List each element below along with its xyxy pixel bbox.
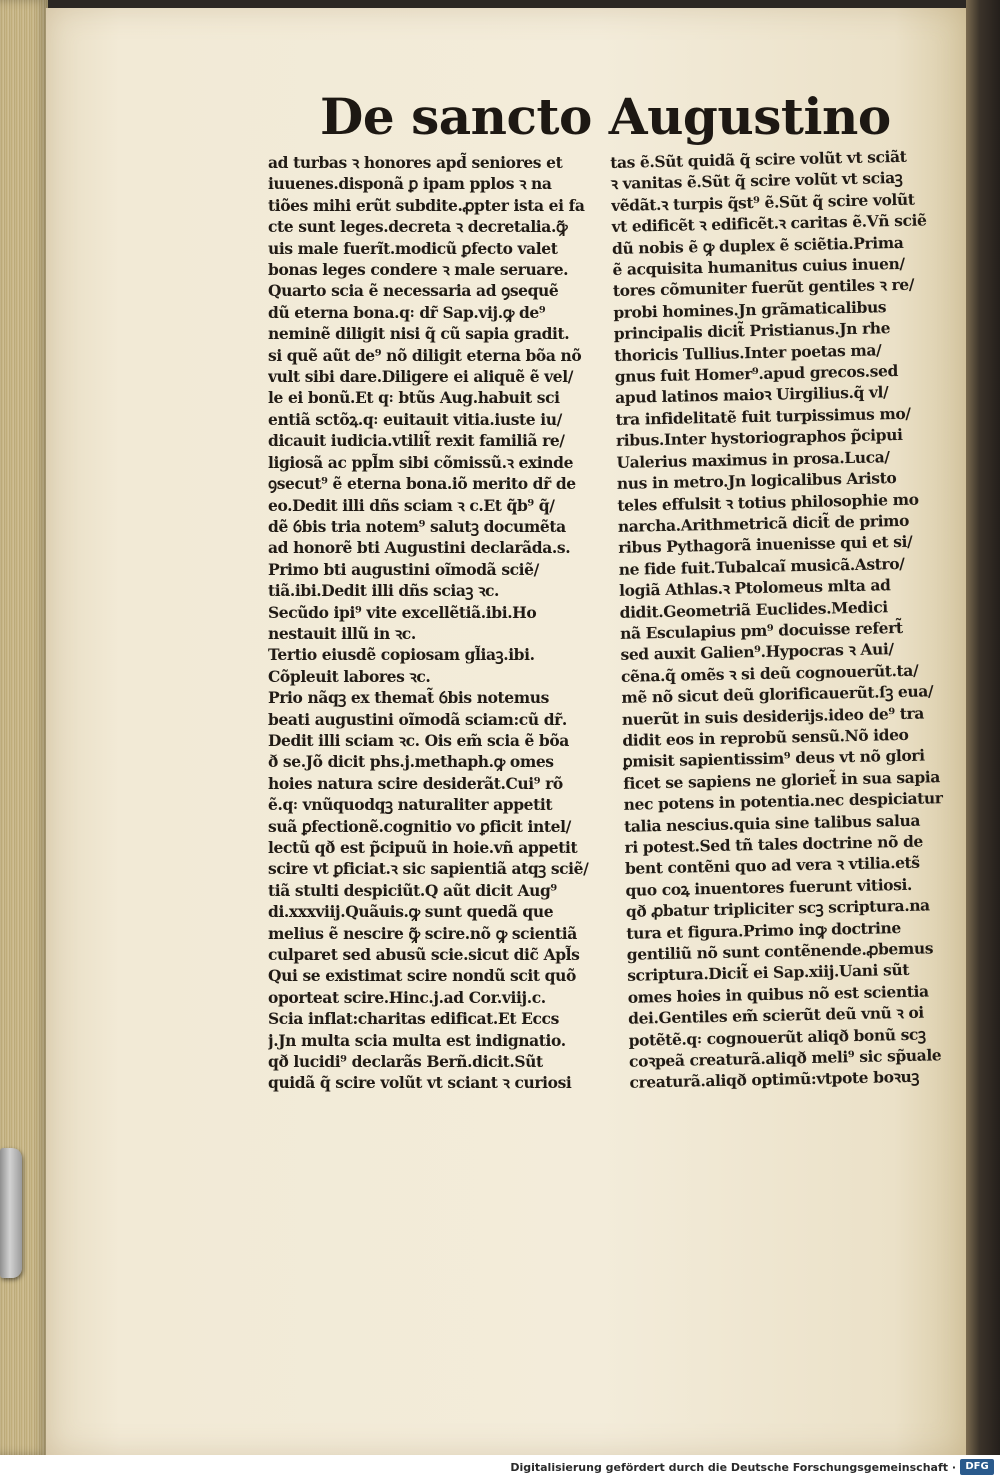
text-line: j.Jn multa scia multa est indignatio. — [268, 1030, 566, 1050]
text-line: vẽdãt.ꝛ turpis q̃st⁹ ẽ.Sũt q̃ scire volũt — [610, 189, 915, 215]
text-line: tores cõmuniter fuerũt gentiles ꝛ re/ — [612, 275, 915, 301]
text-line: omes hoies in quibus nõ est scientia — [627, 981, 929, 1007]
text-line: ꝯsecut⁹ ẽ eterna bona.iõ merito dr̃ de — [268, 474, 576, 494]
text-line: bent contẽni quo ad vera ꝛ vtilia.ets̃ — [624, 853, 920, 879]
text-line: le ei bonũ.Et q꞉ btũs Aug.habuit sci — [268, 388, 560, 408]
text-line: Tertio eiusdẽ copiosam gl̃iaꝫ.ibi. — [268, 645, 535, 665]
text-line: tiões mihi erũt subdite.ꝓpter ista ei fa — [268, 195, 585, 215]
text-line: dẽ ỽbis tria notem⁹ salutꝫ documẽta — [268, 516, 566, 536]
funding-notice: Digitalisierung gefördert durch die Deutsche Forschungsgemeinschaft · — [510, 1461, 956, 1474]
text-line: lectũ qð est p̃cipuũ in hoie.vñ appetit — [268, 838, 578, 857]
text-line: tra infidelitatẽ fuit turpissimus mo/ — [615, 403, 911, 429]
text-line: iuuenes.disponã ꝑ ipam pplos ꝛ na — [268, 174, 552, 194]
text-line: eo.Dedit illi dñs sciam ꝛ c.Et q̃b⁹ q̃/ — [268, 495, 555, 515]
text-line: apud latinos maioꝛ Uirgilius.q̃ vl/ — [614, 382, 889, 408]
text-line: dũ nobis ẽ ꝙ duplex ẽ sciẽtia.Prima — [611, 232, 904, 258]
text-line: quo coꝝ inuentores fuerunt vitiosi. — [625, 874, 913, 900]
text-line: Quarto scia ẽ necessaria ad ꝯsequẽ — [268, 281, 559, 301]
text-line: teles effulsit ꝛ totius philosophie mo — [617, 489, 919, 515]
text-line: ne fide fuit.Tubalcaĩ musicã.Astro/ — [618, 553, 905, 579]
text-line: creaturã.aliqð optimũ:vtpote boꝛuꝫ — [629, 1067, 920, 1093]
text-line: nã Esculapius pm⁹ docuisse refert̃ — [619, 617, 903, 643]
text-line: quidã q̃ scire volũt vt sciant ꝛ curiosi — [268, 1073, 572, 1093]
text-line: oporteat scire.Hinc.j.ad Cor.viij.c. — [268, 987, 546, 1007]
text-line: talia nescius.quia sine talibus salua — [623, 810, 921, 836]
text-line: nestauit illũ in ꝛc. — [268, 623, 416, 643]
text-line: melius ẽ nescire ꝙ̃ scire.nõ ꝙ scientiã — [268, 923, 577, 943]
text-line: Ualerius maximus in prosa.Luca/ — [616, 446, 890, 472]
text-line: entiã sctõꝝ.q꞉ euitauit vitia.iuste iu/ — [268, 409, 562, 429]
text-line: ri potest.Sed tñ tales doctrine nõ de — [624, 831, 924, 857]
text-line: potẽtẽ.q꞉ cognouerũt aliqð bonũ scꝫ — [628, 1024, 926, 1050]
text-line: Primo bti augustini oĩmodã sciẽ/ — [268, 559, 539, 579]
left-text-column — [268, 152, 613, 1094]
text-line: ẽ acquisita humanitus cuius inuen/ — [612, 253, 905, 280]
text-line: vt edificẽt ꝛ edificẽt.ꝛ caritas ẽ.Vñ sciẽ — [611, 210, 927, 237]
text-line: mẽ nõ sicut deũ glorificauerũt.ſꝫ eua/ — [621, 681, 934, 708]
text-line: hoies natura scire desiderãt.Cui⁹ rõ — [268, 773, 563, 793]
book-page-edge-right — [966, 0, 1000, 1455]
text-line: Secũdo ipi⁹ vite excellẽtiã.ibi.Ho — [268, 602, 537, 622]
text-line: didit.Geometriã Euclides.Medici — [619, 596, 888, 622]
text-line: ð se.Jõ dicit phs.j.methaph.ꝙ omes — [268, 752, 554, 772]
text-line: Dedit illi sciam ꝛc. Ois em̃ scia ẽ bõa — [268, 730, 569, 750]
text-line: culparet sed abusũ scie.sicut dic̃ Apl̃s — [268, 945, 580, 965]
text-line: ꝛ vanitas ẽ.Sũt q̃ scire volũt vt sciaꝫ — [610, 168, 903, 194]
text-line: nus in metro.Jn logicalibus Aristo — [616, 468, 897, 494]
text-line: narcha.Arithmetricã dicit̃ de primo — [617, 510, 910, 536]
text-line: dũ eterna bona.q꞉ dr̃ Sap.vij.ꝙ de⁹ — [268, 302, 546, 322]
text-line: didit eos in reprobũ sensũ.Nõ ideo — [622, 724, 909, 750]
text-line: tas ẽ.Sũt quidã q̃ scire volũt vt sciãt — [610, 146, 907, 172]
text-line: ad turbas ꝛ honores apd̃ seniores et — [268, 153, 563, 172]
text-line: qð ꝓbatur tripliciter scꝫ scriptura.na — [625, 895, 930, 922]
right-text-column — [610, 145, 975, 1094]
text-line: suã ꝑfectionẽ.cognitio vo ꝑficit intel/ — [268, 816, 571, 836]
text-line: Cõpleuit labores ꝛc. — [268, 666, 431, 686]
text-line: uis male fuerĩt.modicũ ꝑfecto valet — [268, 238, 558, 258]
text-line: si quẽ aũt de⁹ nõ diligit eterna bõa nõ — [268, 345, 582, 365]
text-line: sed auxit Galien⁹.Hypocras ꝛ Aui/ — [620, 639, 894, 665]
text-line: nuerũt in suis desiderijs.ideo de⁹ tra — [621, 703, 925, 729]
text-line: nec potens in potentia.nec despiciatur — [623, 788, 943, 815]
text-line: di.xxxviij.Quãuis.ꝙ sunt quedã que — [268, 902, 554, 922]
text-line: ribus Pythagorã inuenisse qui et si/ — [618, 532, 913, 558]
text-line: logiã Athlas.ꝛ Ptolomeus mlta ad — [618, 575, 891, 601]
text-line: beati augustini oĩmodã sciam:cũ dr̃. — [268, 709, 567, 729]
text-line: dicauit iudicia.vtilit̃ rexit familiã re/ — [268, 431, 565, 451]
text-line: ligiosã ac ppl̃m sibi cõmissũ.ꝛ exinde — [268, 452, 574, 472]
text-line: tiã stulti despiciũt.Q aũt dicit Aug⁹ — [268, 880, 557, 900]
text-line: gentiliũ nõ sunt contẽnende.ꝓbemus — [626, 938, 934, 964]
footer-bar — [0, 1455, 1000, 1481]
text-line: principalis dicit̃ Pristianus.Jn rhe — [613, 318, 891, 344]
text-line: ribus.Inter hystoriographos p̃cipui — [615, 425, 903, 451]
text-line: ẽ.q꞉ vnũquodqꝫ naturaliter appetit — [268, 795, 553, 815]
text-line: coꝛpeã creaturã.aliqð meli⁹ sic sp̃uale — [628, 1045, 942, 1071]
text-line: cẽna.q̃ omẽs ꝛ si deũ cognouerũt.ta/ — [620, 660, 919, 686]
text-line: qð lucidi⁹ declarãs Berñ.dicit.Sũt — [268, 1052, 543, 1072]
text-line: scriptura.Dicit̃ ei Sap.xiij.Uani sũt — [627, 960, 910, 986]
text-line: Qui se existimat scire nondũ scit quõ — [268, 966, 576, 986]
text-line: dei.Gentiles em̃ scierũt deũ vnũ ꝛ oi — [627, 1002, 925, 1029]
text-line: probi homines.Jn grãmaticalibus — [613, 297, 887, 322]
text-line: vult sibi dare.Diligere ei aliquẽ ẽ vel/ — [268, 367, 573, 387]
text-line: ad honorẽ bti Augustini declarãda.s. — [268, 538, 571, 558]
text-line: thoricis Tullius.Inter poetas ma/ — [614, 340, 882, 365]
text-line: tura et figura.Primo inꝙ doctrine — [626, 917, 902, 943]
text-line: neminẽ diligit nisi q̃ cũ sapia gradit. — [268, 324, 570, 344]
dfg-logo-icon: DFG — [960, 1459, 994, 1475]
text-line: Scia inflat:charitas edificat.Et Eccs — [268, 1009, 559, 1029]
text-line: scire vt ꝑficiat.ꝛ sic sapientiã atqꝫ sciẽ/ — [268, 859, 589, 879]
text-line: bonas leges condere ꝛ male seruare. — [268, 260, 569, 280]
text-line: gnus fuit Homer⁹.apud grecos.sed — [614, 361, 899, 387]
text-line: ficet se sapiens ne gloriet̃ in sua sapia — [623, 767, 941, 793]
page-heading: De sancto Augustino — [320, 87, 891, 146]
text-line: cte sunt leges.decreta ꝛ decretalia.ꝙ̃ — [268, 217, 568, 237]
text-line: Prio nãqꝫ ex themat̃ ỽbis notemus — [268, 688, 549, 708]
metal-clip — [0, 1148, 22, 1278]
text-line: tiã.ibi.Dedit illi dñs sciaꝫ ꝛc. — [268, 581, 500, 601]
text-line: ꝑmisit sapientissim⁹ deus vt nõ glori — [622, 745, 925, 772]
